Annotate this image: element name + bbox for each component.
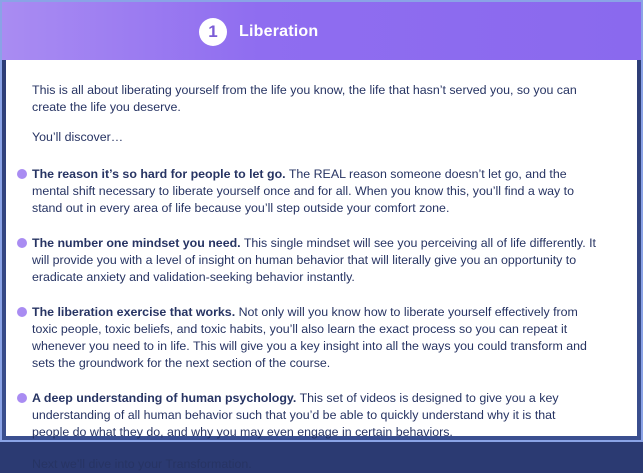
outro-paragraph: Next we’ll dive into your Transformation. bbox=[32, 457, 252, 471]
intro-paragraph: This is all about liberating yourself from the life you know, the life that hasn’t served you, so you can create the life you deserve. bbox=[32, 83, 577, 114]
section-title: Liberation bbox=[239, 23, 319, 40]
bullet-text: Not only will you know how to liberate yourself effectively from toxic people, toxic beliefs, and toxic habits, you’ll also learn the exact process so you can repeat it whenever you need to in life. This will give you a key insight into all the ways you could transform and sets the groundwork for the next section of the course. bbox=[32, 305, 587, 370]
bullet-dot-icon bbox=[17, 169, 27, 179]
bullet-list bbox=[32, 166, 611, 441]
bullet-text: The REAL reason someone doesn’t let go, and the mental shift necessary to liberate yourself once and for all. When you know this, you’ll find a way to stand out in every area of life because you’ll step outside your comfort zone. bbox=[32, 167, 575, 215]
bullet-lead: The reason it’s so hard for people to let go. bbox=[32, 167, 286, 181]
bullet-text: This set of videos is designed to give you a key understanding of all human behavior such that you’d be able to quickly understand why it is that people do what they do, and why you may even engage in certain behaviors. bbox=[32, 391, 559, 439]
bullet-lead: The number one mindset you need. bbox=[32, 236, 241, 250]
content-panel bbox=[6, 60, 637, 471]
bullet-lead: The liberation exercise that works. bbox=[32, 305, 236, 319]
section-header bbox=[2, 2, 641, 60]
bullet-dot-icon bbox=[17, 393, 27, 403]
bullet-dot-icon bbox=[17, 307, 27, 317]
bullet-item-psychology bbox=[17, 390, 596, 441]
bullet-item-exercise bbox=[17, 304, 596, 372]
bullet-dot-icon bbox=[17, 238, 27, 248]
bullet-item-let-go bbox=[17, 166, 596, 217]
section-number-badge: 1 bbox=[199, 18, 227, 46]
bullet-lead: A deep understanding of human psychology. bbox=[32, 391, 297, 405]
header-title-group bbox=[199, 18, 318, 46]
bullet-text: This single mindset will see you perceiving all of life differently. It will provide you with a level of insight on human behavior that will literally give you an opportunity to eradicate anxiety and validation-seeking behavior instantly. bbox=[32, 236, 596, 284]
bullet-item-mindset bbox=[17, 235, 596, 286]
discover-label: You’ll discover… bbox=[32, 130, 124, 144]
